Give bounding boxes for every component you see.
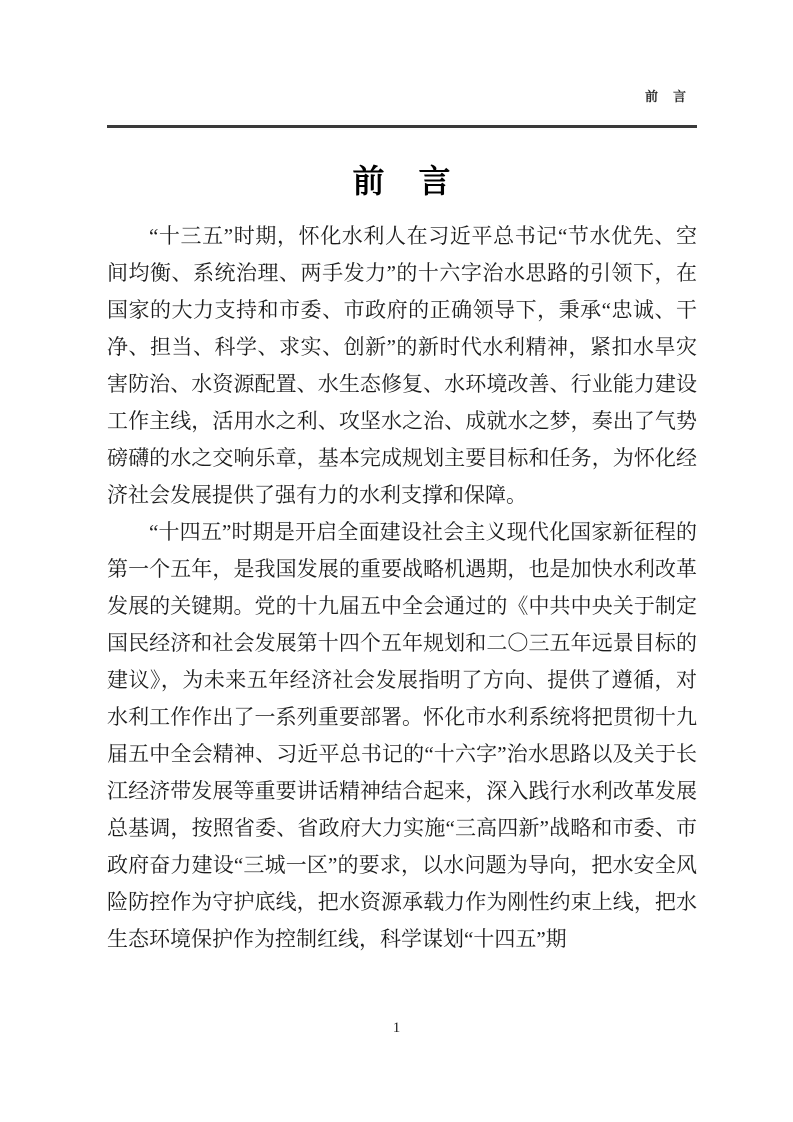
header-rule <box>107 125 697 128</box>
body-text <box>107 218 697 958</box>
running-header-text: 前 言 <box>644 89 687 104</box>
page-footer <box>0 1020 793 1037</box>
paragraph-2: “十四五”时期是开启全面建设社会主义现代化国家新征程的第一个五年，是我国发展的重要战略机遇期，也是加快水利改革发展的关键期。党的十九届五中全会通过的《中共中央关于制定国民经济和社会发展第十四个五年规划和二〇三五年远景目标的建议》，为未来五年经济社会发展指明了方向、提供了遵循，对水利工作作出了一系列重要部署。怀化市水利系统将把贯彻十九届五中全会精神、习近平总书记的“十六字”治水思路以及关于长江经济带发展等重要讲话精神结合起来，深入践行水利改革发展总基调，按照省委、省政府大力实施“三高四新”战略和市委、市政府奋力建设“三城一区”的要求，以水问题为导向，把水安全风险防控作为守护底线，把水资源承载力作为刚性约束上线，把水生态环境保护作为控制红线，科学谋划“十四五”期 <box>107 520 697 951</box>
paragraph-1: “十三五”时期，怀化水利人在习近平总书记“节水优先、空间均衡、系统治理、两手发力”的十六字治水思路的引领下，在国家的大力支持和市委、市政府的正确领导下，秉承“忠诚、干净、担当、科学、求实、创新”的新时代水利精神，紧扣水旱灾害防治、水资源配置、水生态修复、水环境改善、行业能力建设工作主线，活用水之利、攻坚水之治、成就水之梦，奏出了气势磅礴的水之交响乐章，基本完成规划主要目标和任务，为怀化经济社会发展提供了强有力的水利支撑和保障。 <box>107 224 697 507</box>
running-header <box>107 0 697 105</box>
page-number: 1 <box>392 1020 401 1036</box>
page-title: 前 言 <box>352 163 452 199</box>
